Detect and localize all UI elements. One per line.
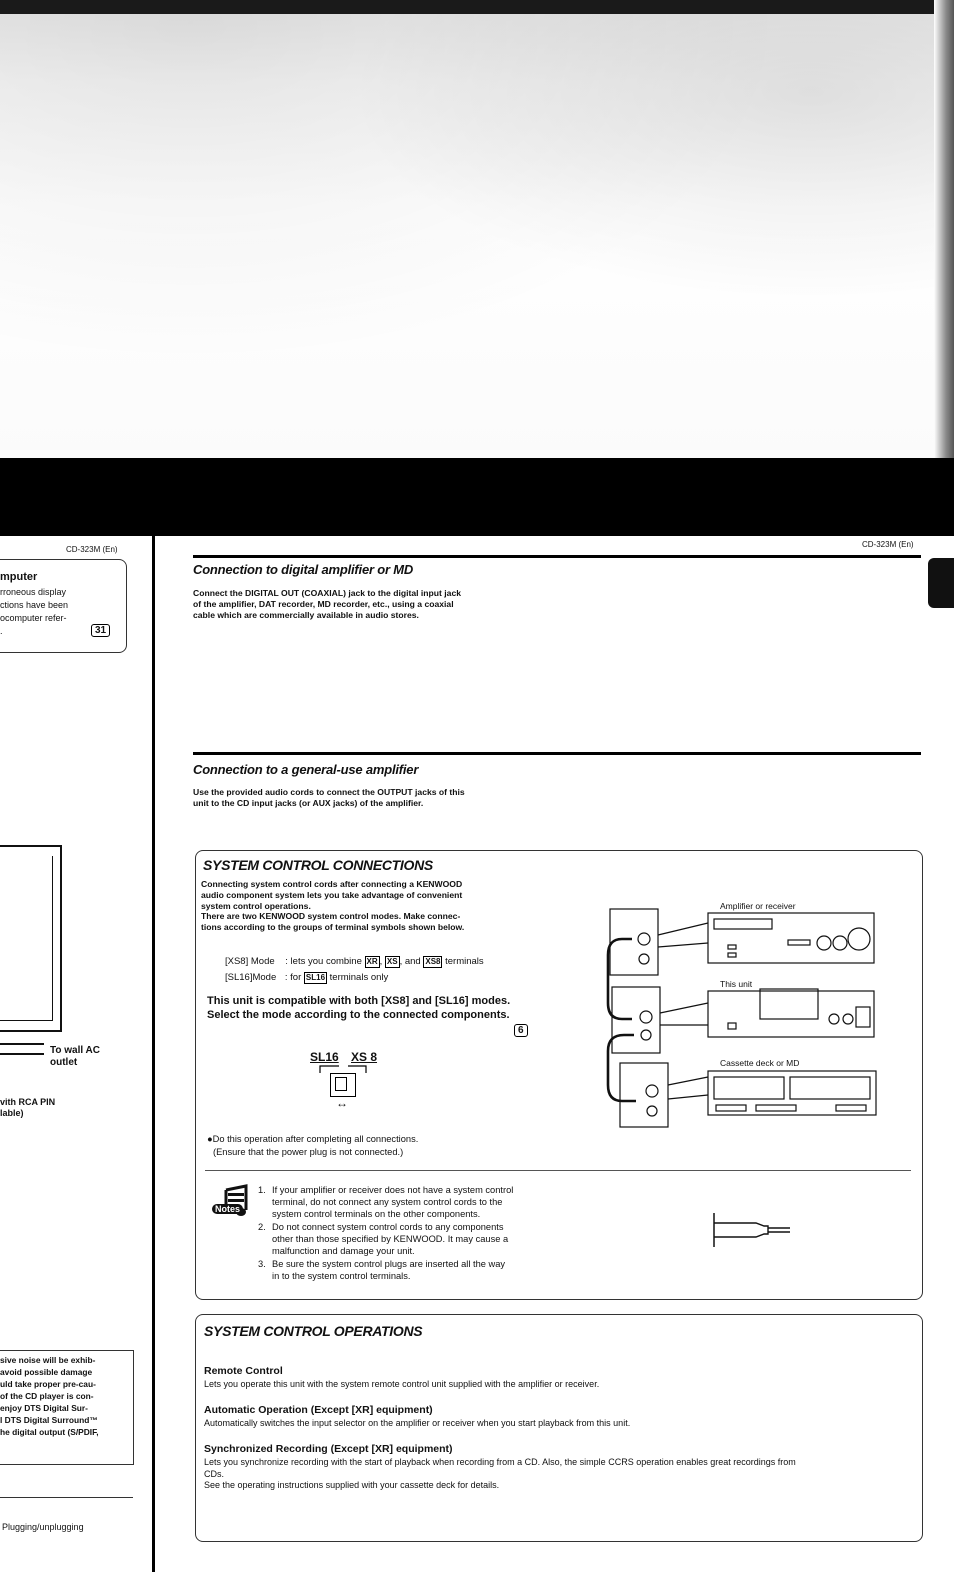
note-number: 1.	[258, 1185, 266, 1195]
digital-body-line: cable which are commercially available in audio stores.	[193, 609, 419, 620]
diagram-label-amplifier: Amplifier or receiver	[720, 901, 796, 911]
right-model-code: CD-323M (En)	[862, 540, 914, 549]
microcomputer-line: .	[0, 626, 3, 636]
intro-line: audio component system lets you take advantage of convenient	[201, 889, 463, 900]
device-outline-inner	[0, 856, 53, 1021]
microcomputer-title: mputer	[0, 571, 38, 583]
warning-line: sive noise will be exhib-	[0, 1355, 96, 1365]
digital-body	[193, 588, 461, 620]
page-divider	[152, 536, 155, 1572]
section-rule	[193, 752, 921, 755]
mode-xs8-label: [XS8] Mode	[225, 956, 275, 967]
page-ref-badge: 31	[91, 624, 110, 637]
mode-xs8-text: : lets you combine	[285, 956, 362, 967]
microcomputer-line: ocomputer refer-	[0, 613, 67, 623]
general-section-title: Connection to a general-use amplifier	[193, 762, 419, 777]
scanned-page-top	[0, 0, 954, 458]
system-control-separator	[205, 1170, 911, 1171]
note-line: malfunction and damage your unit.	[272, 1246, 415, 1257]
system-control-intro	[201, 879, 464, 933]
note-line: system control terminals on the other components.	[272, 1209, 481, 1220]
section-rule	[193, 555, 921, 558]
note-line: in to the system control terminals.	[272, 1271, 411, 1282]
scan-edge-top	[0, 0, 954, 14]
compat-line: Select the mode according to the connected components.	[207, 1009, 510, 1021]
notes-label: Notes	[212, 1204, 243, 1214]
warning-line: he digital output (S/PDIF,	[0, 1427, 99, 1437]
warning-line: enjoy DTS Digital Sur-	[0, 1403, 88, 1413]
operation-text	[204, 1457, 916, 1492]
wall-outlet-line: outlet	[50, 1057, 78, 1068]
operation-heading: Remote Control	[204, 1365, 283, 1377]
terminal-panel-amplifier	[610, 909, 658, 975]
connection-diagram	[600, 895, 890, 1135]
operation-heading: Automatic Operation (Except [XR] equipment)	[204, 1404, 433, 1416]
intro-line: Connecting system control cords after connecting a KENWOOD	[201, 879, 463, 889]
operation-text-line: CDs.	[204, 1468, 224, 1479]
operation-text-line: See the operating instructions supplied with your cassette deck for details.	[204, 1480, 500, 1490]
digital-body-line: Connect the DIGITAL OUT (COAXIAL) jack to the digital input jack	[193, 588, 462, 598]
left-rule	[0, 1497, 133, 1498]
terminal-panel-cassette	[620, 1063, 668, 1127]
warning-line: l DTS Digital Surround™	[0, 1415, 98, 1425]
general-body-line: unit to the CD input jacks (or AUX jacks) of the amplifier.	[193, 797, 424, 808]
switch-arrow-icon: ↔	[336, 1096, 348, 1110]
mode-xs8: [XS8] Mode : lets you combine XR , XS , and XS8 terminals	[225, 956, 484, 967]
terminal-symbol-xs: XS	[386, 957, 398, 966]
warning-line: uld take proper pre-cau-	[0, 1379, 96, 1389]
mode-sl16-text: : for	[284, 972, 302, 983]
operation-text: Lets you operate this unit with the system remote control unit supplied with the amplifier or receiver.	[204, 1379, 600, 1389]
operation-note: (Ensure that the power plug is not connected.)	[213, 1147, 404, 1157]
operations-title: SYSTEM CONTROL OPERATIONS	[204, 1323, 423, 1339]
terminal-symbol-xs8: XS8	[425, 957, 441, 966]
diagram-label-cassette: Cassette deck or MD	[720, 1058, 800, 1068]
general-body	[193, 787, 465, 809]
rca-label	[0, 1097, 55, 1119]
operation-text-line: Lets you synchronize recording with the start of playback when recording from a CD. Also, the simple CCRS operation enables great recordings from	[204, 1457, 796, 1467]
mode-switch-knob	[335, 1077, 347, 1091]
note-line: other than those specified by KENWOOD. It may cause a	[272, 1234, 509, 1245]
control-plug-icon	[712, 1213, 792, 1247]
intro-line: There are two KENWOOD system control modes. Make connec-	[201, 911, 461, 922]
rca-line: vith RCA PIN	[0, 1097, 56, 1107]
rca-line: lable)	[0, 1108, 24, 1118]
note-number: 3.	[258, 1259, 266, 1269]
scan-edge-right	[934, 0, 954, 458]
power-cord	[0, 1043, 44, 1055]
mode-xs8-and: , and	[399, 956, 421, 967]
note-line: terminal, do not connect any system control cords to the	[272, 1197, 503, 1208]
note-item-2	[258, 1221, 508, 1258]
microcomputer-line: ctions have been	[0, 600, 69, 610]
mode-sl16-label: [SL16]Mode	[225, 972, 277, 983]
system-control-title: SYSTEM CONTROL CONNECTIONS	[203, 857, 433, 873]
terminal-symbol-xr: XR	[366, 957, 378, 966]
microcomputer-line: rroneous display	[0, 587, 67, 597]
mode-xs8-tail: terminals	[445, 956, 484, 967]
wall-outlet-line: To wall AC	[50, 1045, 100, 1056]
black-band	[0, 458, 954, 536]
operation-text: Automatically switches the input selector on the amplifier or receiver when you start playback from this unit.	[204, 1418, 631, 1428]
note-line: Do not connect system control cords to any components	[272, 1222, 504, 1232]
page-ref-badge: 6	[514, 1024, 528, 1037]
note-line: Be sure the system control plugs are inserted all the way	[272, 1259, 506, 1269]
digital-body-line: of the amplifier, DAT recorder, MD recorder, etc., using a coaxial	[193, 598, 454, 609]
digital-section-title: Connection to digital amplifier or MD	[193, 562, 414, 577]
general-body-line: Use the provided audio cords to connect the OUTPUT jacks of this	[193, 787, 465, 797]
diagram-label-unit: This unit	[720, 979, 753, 989]
note-line: If your amplifier or receiver does not have a system control	[272, 1185, 514, 1195]
wall-outlet-label	[50, 1045, 100, 1069]
compat-line: This unit is compatible with both [XS8] and [SL16] modes.	[207, 995, 511, 1007]
note-item-1	[258, 1184, 513, 1221]
intro-line: tions according to the groups of terminal symbols shown below.	[201, 922, 465, 933]
compatibility-note	[207, 994, 510, 1022]
note-item-3	[258, 1258, 505, 1282]
left-model-code: CD-323M (En)	[66, 545, 118, 554]
switch-label-xs8: XS 8	[351, 1050, 378, 1064]
warning-line: of the CD player is con-	[0, 1391, 94, 1401]
warning-line: avoid possible damage	[0, 1367, 93, 1377]
intro-line: system control operations.	[201, 900, 311, 911]
operation-note: ●Do this operation after completing all connections.	[207, 1134, 419, 1144]
left-footer: Plugging/unplugging	[2, 1522, 84, 1532]
note-number: 2.	[258, 1222, 266, 1232]
operation-heading: Synchronized Recording (Except [XR] equipment)	[204, 1443, 453, 1455]
page-tab-marker	[928, 558, 954, 608]
mode-sl16	[225, 972, 388, 984]
terminal-symbol-sl16: SL16	[305, 973, 326, 982]
switch-label-sl16: SL16	[310, 1050, 339, 1064]
mode-sl16-tail: terminals only	[329, 972, 389, 983]
